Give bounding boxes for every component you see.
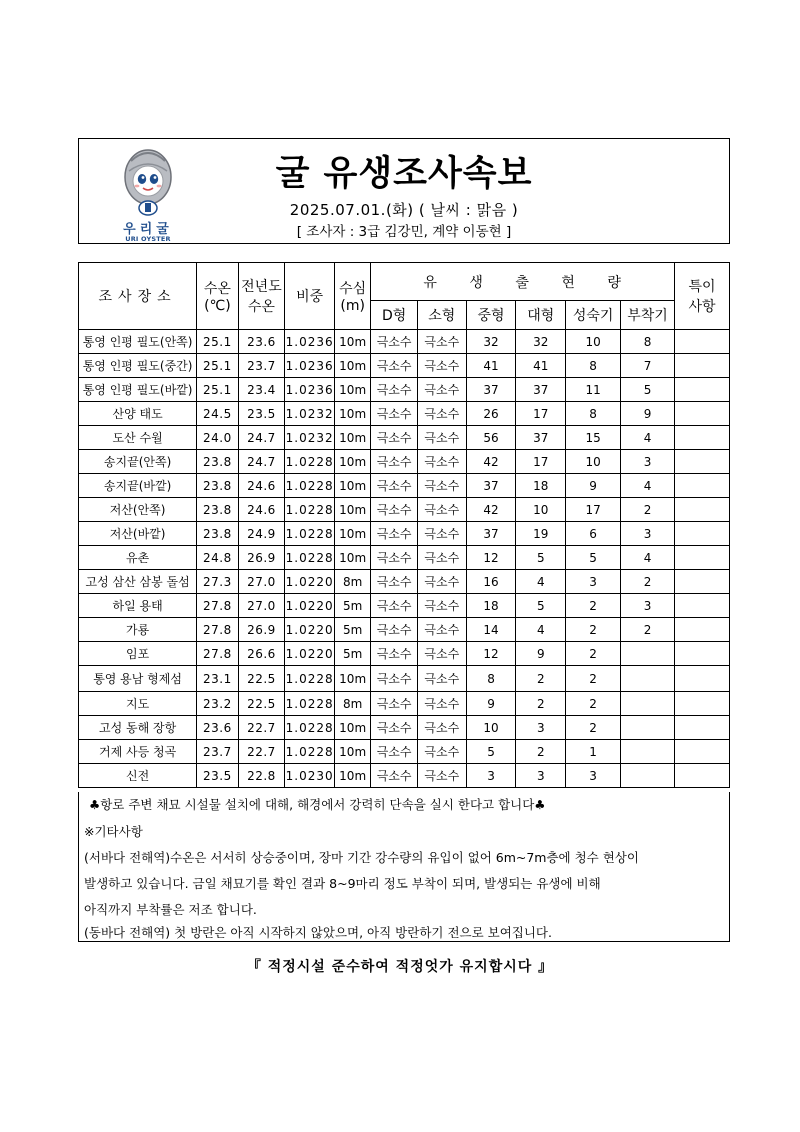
small-cell: 극소수 (417, 426, 466, 450)
prev-year-temp-cell: 24.7 (238, 450, 285, 474)
header-box (78, 138, 730, 244)
specific-gravity-cell: 1.0228 (285, 450, 335, 474)
notice-line: ♣항로 주변 채묘 시설물 설치에 대해, 해경에서 강력히 단속을 실시 한다고 합니다♣ (89, 797, 546, 812)
water-temp-cell: 23.1 (197, 666, 238, 692)
header-prev-year-line2: 수온 (247, 299, 275, 315)
location-cell: 산양 태도 (79, 402, 197, 426)
small-cell: 극소수 (417, 450, 466, 474)
small-cell: 극소수 (417, 402, 466, 426)
water-temp-cell: 24.5 (197, 402, 238, 426)
table-row (79, 378, 730, 402)
large-cell: 5 (516, 546, 566, 570)
table-row (79, 474, 730, 498)
specific-gravity-cell: 1.0228 (285, 474, 335, 498)
prev-year-temp-cell: 24.9 (238, 522, 285, 546)
table-body (79, 330, 730, 788)
header-growth-char: 량 (607, 274, 622, 291)
medium-cell: 41 (466, 354, 516, 378)
medium-cell: 37 (466, 474, 516, 498)
large-cell: 2 (516, 692, 566, 716)
header-location: 조사장소 (79, 263, 197, 330)
prev-year-temp-cell: 23.6 (238, 330, 285, 354)
location-cell: 신전 (79, 764, 197, 788)
depth-cell: 5m (335, 642, 371, 666)
mature-cell: 3 (566, 570, 621, 594)
mature-cell: 15 (566, 426, 621, 450)
specific-gravity-cell: 1.0220 (285, 594, 335, 618)
prev-year-temp-cell: 23.7 (238, 354, 285, 378)
small-cell: 극소수 (417, 716, 466, 740)
logo-subtext: URI OYSTER (125, 235, 171, 243)
prev-year-temp-cell: 24.7 (238, 426, 285, 450)
specific-gravity-cell: 1.0230 (285, 764, 335, 788)
header-small: 소형 (417, 301, 466, 330)
header-growth-char: 유 (423, 274, 438, 291)
mature-cell: 8 (566, 402, 621, 426)
depth-cell: 10m (335, 474, 371, 498)
mature-cell: 6 (566, 522, 621, 546)
location-cell: 거제 사등 청곡 (79, 740, 197, 764)
depth-cell: 10m (335, 522, 371, 546)
mature-cell: 10 (566, 330, 621, 354)
specific-gravity-cell: 1.0232 (285, 426, 335, 450)
attach-cell (621, 716, 675, 740)
header-large: 대형 (516, 301, 566, 330)
header-depth-line2: (m) (340, 298, 365, 314)
mature-cell: 2 (566, 716, 621, 740)
attach-cell: 8 (621, 330, 675, 354)
table-row (79, 426, 730, 450)
depth-cell: 10m (335, 666, 371, 692)
location-cell: 고성 삼산 삼봉 돌섬 (79, 570, 197, 594)
note-line: (동바다 전해역) 첫 방란은 아직 시작하지 않았으며, 아직 방란하기 전으로 보여집니다. (84, 925, 552, 940)
large-cell: 4 (516, 570, 566, 594)
depth-cell: 10m (335, 426, 371, 450)
attach-cell: 7 (621, 354, 675, 378)
depth-cell: 10m (335, 740, 371, 764)
medium-cell: 56 (466, 426, 516, 450)
medium-cell: 5 (466, 740, 516, 764)
medium-cell: 16 (466, 570, 516, 594)
remarks-cell (674, 426, 729, 450)
header-water-temp-line2: (℃) (204, 298, 231, 314)
remarks-cell (674, 378, 729, 402)
attach-cell (621, 666, 675, 692)
medium-cell: 18 (466, 594, 516, 618)
medium-cell: 14 (466, 618, 516, 642)
large-cell: 3 (516, 716, 566, 740)
large-cell: 37 (516, 378, 566, 402)
header-prev-year-line1: 전년도 (241, 279, 282, 295)
prev-year-temp-cell: 26.9 (238, 546, 285, 570)
inspector-line: [ 조사자 : 3급 김강민, 계약 이동현 ] (296, 224, 512, 240)
attach-cell: 4 (621, 546, 675, 570)
location-cell: 가룡 (79, 618, 197, 642)
table-row (79, 618, 730, 642)
specific-gravity-cell: 1.0236 (285, 378, 335, 402)
depth-cell: 5m (335, 594, 371, 618)
d-type-cell: 극소수 (371, 402, 418, 426)
remarks-cell (674, 330, 729, 354)
large-cell: 19 (516, 522, 566, 546)
remarks-cell (674, 402, 729, 426)
depth-cell: 10m (335, 716, 371, 740)
notes-box (78, 792, 730, 942)
other-notes-heading: ※기타사항 (84, 824, 143, 839)
water-temp-cell: 23.8 (197, 522, 238, 546)
d-type-cell: 극소수 (371, 354, 418, 378)
location-cell: 임포 (79, 642, 197, 666)
remarks-cell (674, 764, 729, 788)
specific-gravity-cell: 1.0220 (285, 570, 335, 594)
d-type-cell: 극소수 (371, 570, 418, 594)
location-cell: 지도 (79, 692, 197, 716)
small-cell: 극소수 (417, 642, 466, 666)
header-d-type: D형 (371, 301, 418, 330)
prev-year-temp-cell: 22.7 (238, 740, 285, 764)
medium-cell: 37 (466, 378, 516, 402)
remarks-cell (674, 740, 729, 764)
depth-cell: 10m (335, 378, 371, 402)
medium-cell: 12 (466, 546, 516, 570)
note-line: 아직까지 부착률은 저조 합니다. (84, 902, 257, 917)
small-cell: 극소수 (417, 378, 466, 402)
table-row (79, 764, 730, 788)
prev-year-temp-cell: 24.6 (238, 474, 285, 498)
attach-cell (621, 740, 675, 764)
remarks-cell (674, 716, 729, 740)
specific-gravity-cell: 1.0236 (285, 330, 335, 354)
water-temp-cell: 23.5 (197, 764, 238, 788)
water-temp-cell: 27.8 (197, 594, 238, 618)
remarks-cell (674, 522, 729, 546)
location-cell: 유촌 (79, 546, 197, 570)
header-remarks-line1: 특이 (688, 279, 716, 295)
d-type-cell: 극소수 (371, 546, 418, 570)
header-mature: 성숙기 (566, 301, 621, 330)
small-cell: 극소수 (417, 594, 466, 618)
location-cell: 송지끝(안쪽) (79, 450, 197, 474)
small-cell: 극소수 (417, 570, 466, 594)
header-prev-year-temp (238, 263, 285, 330)
mature-cell: 2 (566, 618, 621, 642)
location-cell: 송지끝(바깥) (79, 474, 197, 498)
prev-year-temp-cell: 26.9 (238, 618, 285, 642)
location-cell: 통영 인평 필도(중간) (79, 354, 197, 378)
large-cell: 32 (516, 330, 566, 354)
attach-cell: 9 (621, 402, 675, 426)
table-row (79, 666, 730, 692)
specific-gravity-cell: 1.0228 (285, 522, 335, 546)
depth-cell: 10m (335, 450, 371, 474)
specific-gravity-cell: 1.0228 (285, 666, 335, 692)
attach-cell: 4 (621, 426, 675, 450)
medium-cell: 10 (466, 716, 516, 740)
note-line: 발생하고 있습니다. 금일 채묘기를 확인 결과 8~9마리 정도 부착이 되며, 발생되는 유생에 비해 (84, 876, 601, 891)
location-cell: 통영 인평 필도(바깥) (79, 378, 197, 402)
specific-gravity-cell: 1.0232 (285, 402, 335, 426)
header-growth-char: 현 (561, 274, 576, 291)
small-cell: 극소수 (417, 354, 466, 378)
large-cell: 17 (516, 402, 566, 426)
depth-cell: 5m (335, 618, 371, 642)
location-cell: 저산(바깥) (79, 522, 197, 546)
location-cell: 도산 수월 (79, 426, 197, 450)
medium-cell: 12 (466, 642, 516, 666)
header-growth-char: 생 (469, 274, 484, 291)
small-cell: 극소수 (417, 666, 466, 692)
depth-cell: 10m (335, 764, 371, 788)
specific-gravity-cell: 1.0228 (285, 692, 335, 716)
table-row (79, 570, 730, 594)
small-cell: 극소수 (417, 692, 466, 716)
prev-year-temp-cell: 23.4 (238, 378, 285, 402)
mature-cell: 1 (566, 740, 621, 764)
medium-cell: 42 (466, 498, 516, 522)
remarks-cell (674, 354, 729, 378)
medium-cell: 26 (466, 402, 516, 426)
d-type-cell: 극소수 (371, 426, 418, 450)
large-cell: 41 (516, 354, 566, 378)
specific-gravity-cell: 1.0220 (285, 618, 335, 642)
mature-cell: 11 (566, 378, 621, 402)
prev-year-temp-cell: 27.0 (238, 594, 285, 618)
remarks-cell (674, 450, 729, 474)
large-cell: 18 (516, 474, 566, 498)
d-type-cell: 극소수 (371, 740, 418, 764)
depth-cell: 10m (335, 354, 371, 378)
remarks-cell (674, 474, 729, 498)
medium-cell: 42 (466, 450, 516, 474)
specific-gravity-cell: 1.0228 (285, 740, 335, 764)
water-temp-cell: 27.8 (197, 618, 238, 642)
prev-year-temp-cell: 22.8 (238, 764, 285, 788)
mature-cell: 10 (566, 450, 621, 474)
remarks-cell (674, 642, 729, 666)
d-type-cell: 극소수 (371, 692, 418, 716)
depth-cell: 10m (335, 330, 371, 354)
attach-cell: 2 (621, 618, 675, 642)
d-type-cell: 극소수 (371, 618, 418, 642)
specific-gravity-cell: 1.0236 (285, 354, 335, 378)
d-type-cell: 극소수 (371, 498, 418, 522)
header-specific-gravity: 비중 (285, 263, 335, 330)
larvae-survey-table (78, 262, 730, 788)
attach-cell: 2 (621, 570, 675, 594)
depth-cell: 8m (335, 692, 371, 716)
location-cell: 고성 동해 장항 (79, 716, 197, 740)
remarks-cell (674, 618, 729, 642)
mature-cell: 5 (566, 546, 621, 570)
table-row (79, 594, 730, 618)
prev-year-temp-cell: 22.5 (238, 692, 285, 716)
d-type-cell: 극소수 (371, 764, 418, 788)
large-cell: 2 (516, 666, 566, 692)
header-water-temp (197, 263, 238, 330)
mature-cell: 17 (566, 498, 621, 522)
d-type-cell: 극소수 (371, 594, 418, 618)
water-temp-cell: 27.8 (197, 642, 238, 666)
table-row (79, 450, 730, 474)
d-type-cell: 극소수 (371, 330, 418, 354)
prev-year-temp-cell: 26.6 (238, 642, 285, 666)
water-temp-cell: 23.8 (197, 498, 238, 522)
attach-cell: 3 (621, 594, 675, 618)
footer-slogan: 『 적정시설 준수하여 적정엇가 유지합시다 』 (246, 959, 554, 975)
large-cell: 2 (516, 740, 566, 764)
large-cell: 10 (516, 498, 566, 522)
header-depth (335, 263, 371, 330)
table-row (79, 330, 730, 354)
small-cell: 극소수 (417, 330, 466, 354)
specific-gravity-cell: 1.0228 (285, 716, 335, 740)
prev-year-temp-cell: 24.6 (238, 498, 285, 522)
location-cell: 통영 인평 필도(안쪽) (79, 330, 197, 354)
remarks-cell (674, 498, 729, 522)
table-row (79, 546, 730, 570)
d-type-cell: 극소수 (371, 716, 418, 740)
table-row (79, 716, 730, 740)
depth-cell: 10m (335, 402, 371, 426)
prev-year-temp-cell: 23.5 (238, 402, 285, 426)
location-cell: 통영 용남 형제섬 (79, 666, 197, 692)
remarks-cell (674, 570, 729, 594)
medium-cell: 32 (466, 330, 516, 354)
attach-cell (621, 642, 675, 666)
d-type-cell: 극소수 (371, 450, 418, 474)
mature-cell: 2 (566, 666, 621, 692)
water-temp-cell: 27.3 (197, 570, 238, 594)
small-cell: 극소수 (417, 474, 466, 498)
header-growth-char: 출 (515, 274, 530, 291)
depth-cell: 10m (335, 498, 371, 522)
header-remarks-line2: 사항 (688, 299, 716, 315)
water-temp-cell: 25.1 (197, 330, 238, 354)
depth-cell: 10m (335, 546, 371, 570)
table-row (79, 498, 730, 522)
header-medium: 중형 (466, 301, 516, 330)
small-cell: 극소수 (417, 740, 466, 764)
mature-cell: 2 (566, 642, 621, 666)
water-temp-cell: 23.8 (197, 474, 238, 498)
header-remarks (674, 263, 729, 330)
water-temp-cell: 23.7 (197, 740, 238, 764)
depth-cell: 8m (335, 570, 371, 594)
large-cell: 3 (516, 764, 566, 788)
d-type-cell: 극소수 (371, 666, 418, 692)
table-row (79, 740, 730, 764)
large-cell: 9 (516, 642, 566, 666)
medium-cell: 9 (466, 692, 516, 716)
prev-year-temp-cell: 22.7 (238, 716, 285, 740)
d-type-cell: 극소수 (371, 522, 418, 546)
mature-cell: 3 (566, 764, 621, 788)
water-temp-cell: 23.8 (197, 450, 238, 474)
d-type-cell: 극소수 (371, 642, 418, 666)
table-row (79, 402, 730, 426)
attach-cell (621, 692, 675, 716)
medium-cell: 37 (466, 522, 516, 546)
attach-cell: 3 (621, 522, 675, 546)
prev-year-temp-cell: 27.0 (238, 570, 285, 594)
medium-cell: 8 (466, 666, 516, 692)
remarks-cell (674, 546, 729, 570)
mature-cell: 2 (566, 692, 621, 716)
water-temp-cell: 23.2 (197, 692, 238, 716)
attach-cell: 3 (621, 450, 675, 474)
prev-year-temp-cell: 22.5 (238, 666, 285, 692)
water-temp-cell: 24.8 (197, 546, 238, 570)
header-attach: 부착기 (621, 301, 675, 330)
specific-gravity-cell: 1.0228 (285, 546, 335, 570)
header-larvae-count (371, 263, 675, 301)
large-cell: 5 (516, 594, 566, 618)
large-cell: 4 (516, 618, 566, 642)
d-type-cell: 극소수 (371, 378, 418, 402)
mature-cell: 9 (566, 474, 621, 498)
water-temp-cell: 24.0 (197, 426, 238, 450)
remarks-cell (674, 666, 729, 692)
table-row (79, 642, 730, 666)
location-cell: 하일 용태 (79, 594, 197, 618)
large-cell: 37 (516, 426, 566, 450)
location-cell: 저산(안쪽) (79, 498, 197, 522)
d-type-cell: 극소수 (371, 474, 418, 498)
note-line: (서바다 전해역)수온은 서서히 상승중이며, 장마 기간 강수량의 유입이 없어 6m~7m층에 청수 현상이 (84, 850, 639, 865)
attach-cell: 5 (621, 378, 675, 402)
attach-cell: 4 (621, 474, 675, 498)
header-depth-line1: 수심 (339, 281, 367, 297)
small-cell: 극소수 (417, 498, 466, 522)
small-cell: 극소수 (417, 618, 466, 642)
remarks-cell (674, 692, 729, 716)
small-cell: 극소수 (417, 522, 466, 546)
large-cell: 17 (516, 450, 566, 474)
table-row (79, 522, 730, 546)
water-temp-cell: 25.1 (197, 378, 238, 402)
date-weather-line: 2025.07.01.(화) ( 날씨 : 맑음 ) (289, 201, 519, 219)
water-temp-cell: 25.1 (197, 354, 238, 378)
water-temp-cell: 23.6 (197, 716, 238, 740)
remarks-cell (674, 594, 729, 618)
mature-cell: 8 (566, 354, 621, 378)
small-cell: 극소수 (417, 546, 466, 570)
attach-cell (621, 764, 675, 788)
table-row (79, 692, 730, 716)
page-title: 굴 유생조사속보 (275, 154, 533, 194)
mature-cell: 2 (566, 594, 621, 618)
specific-gravity-cell: 1.0228 (285, 498, 335, 522)
medium-cell: 3 (466, 764, 516, 788)
table-row (79, 354, 730, 378)
header-water-temp-line1: 수온 (203, 281, 231, 297)
attach-cell: 2 (621, 498, 675, 522)
small-cell: 극소수 (417, 764, 466, 788)
specific-gravity-cell: 1.0220 (285, 642, 335, 666)
logo-text: 우리굴 (123, 222, 173, 237)
